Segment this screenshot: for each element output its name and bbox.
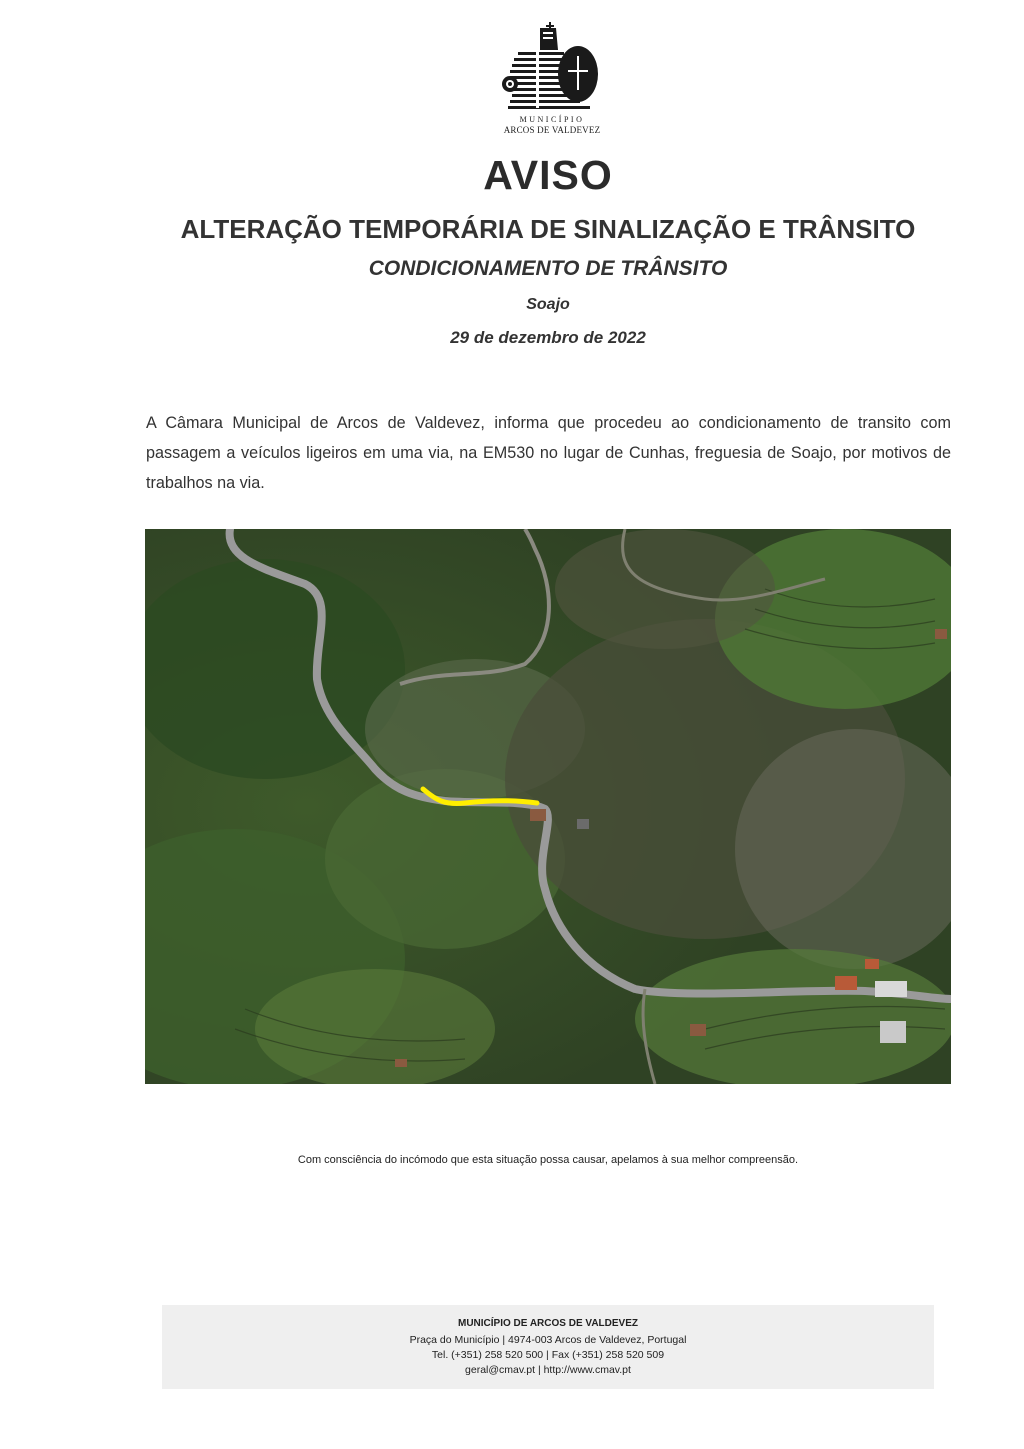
notice-location: Soajo — [526, 296, 570, 313]
footer-address: Praça do Município | 4974-003 Arcos de Valdevez, Portugal — [409, 1334, 687, 1346]
notice-subheading: CONDICIONAMENTO DE TRÂNSITO — [368, 257, 728, 280]
notice-heading: ALTERAÇÃO TEMPORÁRIA DE SINALIZAÇÃO E TRÂNSITO — [180, 214, 916, 244]
coat-of-arms-emblem — [496, 22, 608, 114]
logo-line-name: ARCOS DE VALDEVEZ — [503, 125, 601, 135]
closing-statement: Com consciência do incómodo que esta situação possa causar, apelamos à sua melhor compreensão. — [297, 1154, 799, 1166]
aerial-map-graphic — [145, 529, 951, 1084]
notice-date: 29 de dezembro de 2022 — [450, 328, 646, 347]
municipality-logo — [496, 22, 608, 140]
footer-municipality-name: MUNICÍPIO DE ARCOS DE VALDEVEZ — [457, 1318, 638, 1329]
footer-phone: Tel. (+351) 258 520 500 | Fax (+351) 258 520 509 — [431, 1349, 665, 1361]
footer-contact-box — [162, 1305, 934, 1389]
footer-email-website: geral@cmav.pt | http://www.cmav.pt — [465, 1364, 631, 1376]
aerial-map-image — [145, 529, 951, 1084]
notice-title: AVISO — [483, 152, 613, 198]
logo-line-municipio: MUNICÍPIO — [519, 115, 585, 124]
notice-body-paragraph: A Câmara Municipal de Arcos de Valdevez, informa que procedeu ao condicionamento de transito com passagem a veículos ligeiros em uma via, na EM530 no lugar de Cunhas, freguesia de Soajo, por motivos de trabalhos na via. — [146, 414, 951, 492]
